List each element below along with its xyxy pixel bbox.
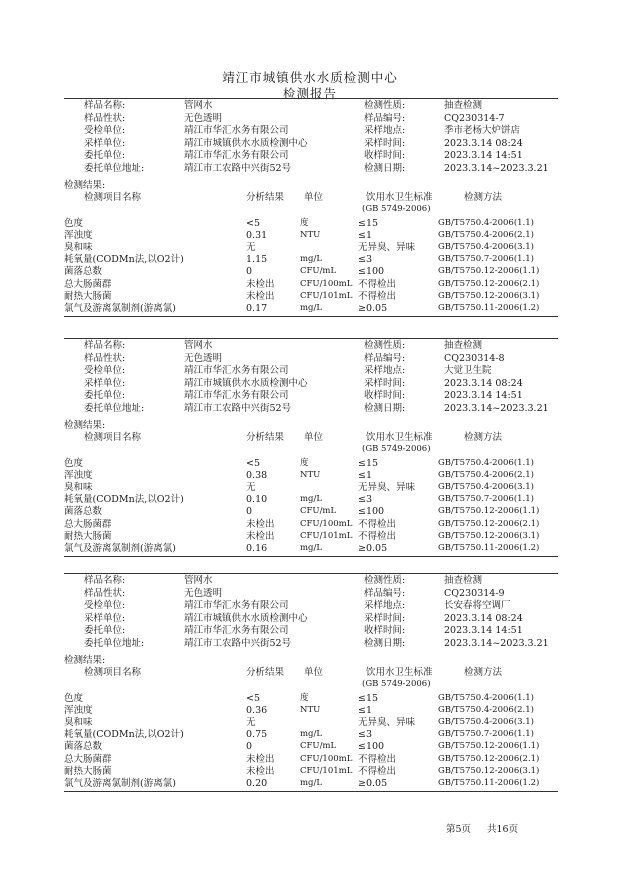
result-unit: mg/L	[300, 302, 323, 313]
info-label: 采样地点:	[364, 365, 406, 376]
result-method: GB/T5750.12-2006(3.1)	[438, 530, 540, 541]
page-total: 共16页	[487, 824, 519, 835]
col-method-header: 检测方法	[464, 432, 503, 443]
result-std: 不得检出	[358, 530, 397, 542]
result-unit: CFU/mL	[300, 741, 337, 752]
info-label: 委托单位:	[84, 390, 126, 401]
result-method: GB/T5750.4-2006(2.1)	[438, 230, 534, 241]
info-label: 采样时间:	[364, 612, 406, 624]
result-unit: 度	[300, 458, 309, 468]
result-value: 0.36	[246, 705, 268, 717]
report-title: 靖江市城镇供水水质检测中心	[222, 70, 398, 85]
info-value: 长安春将空调厂	[444, 600, 511, 611]
col-std-header: 饮用水卫生标准	[366, 192, 433, 203]
info-label: 样品编号:	[364, 587, 406, 599]
info-label: 样品名称:	[84, 340, 126, 351]
result-value: 未检出	[246, 765, 275, 777]
result-item: 耐热大肠菌	[64, 290, 112, 302]
result-item: 浑浊度	[64, 705, 93, 717]
info-value: 无色透明	[184, 587, 223, 599]
result-std: ≤3	[358, 494, 373, 506]
col-result-header: 分析结果	[246, 192, 285, 203]
result-method: GB/T5750.12-2006(2.1)	[438, 753, 540, 764]
result-std: 不得检出	[358, 518, 397, 530]
result-method: GB/T5750.7-2006(1.1)	[438, 254, 534, 265]
result-item: 菌落总数	[64, 266, 103, 278]
info-label: 采样时间:	[364, 137, 406, 149]
result-value: 0	[246, 506, 253, 518]
result-std: 不得检出	[358, 290, 397, 302]
result-std: ≥0.05	[358, 302, 388, 314]
info-value: 2023.3.14~2023.3.21	[444, 402, 549, 414]
info-value: 靖江市华汇水务有限公司	[184, 125, 289, 136]
result-unit: CFU/mL	[300, 506, 337, 517]
result-value: 未检出	[246, 290, 275, 302]
info-label: 样品性状:	[84, 112, 126, 124]
info-label: 收样时间:	[364, 625, 406, 636]
result-method: GB/T5750.11-2006(1.2)	[438, 777, 540, 788]
info-label: 采样地点:	[364, 125, 406, 136]
info-value: 抽查检测	[444, 340, 483, 351]
result-unit: CFU/101mL	[300, 530, 353, 541]
result-unit: 度	[300, 693, 309, 703]
result-value: 0.16	[246, 542, 268, 554]
info-value: 无色透明	[184, 112, 223, 124]
info-value: 2023.3.14~2023.3.21	[444, 637, 549, 649]
result-item: 臭和味	[64, 242, 93, 254]
info-label: 受检单位:	[84, 600, 126, 611]
section-top-rule	[64, 573, 558, 574]
result-method: GB/T5750.4-2006(2.1)	[438, 705, 534, 716]
result-std: 不得检出	[358, 753, 397, 765]
result-std: ≤15	[358, 693, 379, 704]
result-method: GB/T5750.12-2006(3.1)	[438, 765, 540, 776]
result-value: <5	[246, 218, 261, 229]
info-label: 样品编号:	[364, 352, 406, 364]
section-top-rule	[64, 98, 558, 99]
info-label: 采样单位:	[84, 137, 126, 149]
info-label: 检测性质:	[364, 340, 406, 351]
result-method: GB/T5750.4-2006(2.1)	[438, 470, 534, 481]
result-value: <5	[246, 693, 261, 704]
result-method: GB/T5750.12-2006(1.1)	[438, 741, 540, 752]
info-label: 委托单位:	[84, 150, 126, 161]
col-unit-header: 单位	[304, 432, 324, 443]
result-std: ≤15	[358, 218, 379, 229]
result-std: 无异臭、异味	[358, 482, 416, 494]
report-subtitle: 检测报告	[282, 86, 337, 101]
info-label: 采样单位:	[84, 612, 126, 624]
result-item: 浑浊度	[64, 230, 93, 242]
result-item: 氯气及游离氯制剂(游离氯)	[64, 542, 176, 554]
result-method: GB/T5750.12-2006(1.1)	[438, 506, 540, 517]
result-item: 臭和味	[64, 482, 93, 494]
result-value: 无	[246, 717, 256, 729]
info-value: 2023.3.14 08:24	[444, 612, 523, 624]
info-value: 2023.3.14 08:24	[444, 377, 523, 389]
result-item: 总大肠菌群	[64, 278, 112, 290]
results-heading: 检测结果:	[64, 420, 106, 431]
result-std: 不得检出	[358, 765, 397, 777]
info-value: 抽查检测	[444, 575, 483, 586]
info-label: 检测日期:	[364, 402, 406, 414]
result-std: ≤1	[358, 470, 373, 482]
result-item: 臭和味	[64, 717, 93, 729]
result-value: 1.15	[246, 254, 268, 266]
result-std: 不得检出	[358, 278, 397, 290]
info-label: 检测性质:	[364, 100, 406, 111]
result-method: GB/T5750.4-2006(3.1)	[438, 242, 534, 253]
info-label: 委托单位地址:	[84, 162, 145, 174]
result-method: GB/T5750.12-2006(1.1)	[438, 266, 540, 277]
result-std: ≤100	[358, 506, 385, 518]
result-method: GB/T5750.7-2006(1.1)	[438, 494, 534, 505]
info-value: 靖江市华汇水务有限公司	[184, 625, 289, 636]
info-value: 抽查检测	[444, 100, 483, 111]
result-std: ≤15	[358, 458, 379, 469]
result-item: 菌落总数	[64, 741, 103, 753]
result-method: GB/T5750.11-2006(1.2)	[438, 542, 540, 553]
result-std: ≤3	[358, 729, 373, 741]
result-item: 色度	[64, 218, 84, 229]
result-unit: mg/L	[300, 777, 323, 788]
info-value: 2023.3.14 14:51	[444, 150, 523, 161]
result-item: 氯气及游离氯制剂(游离氯)	[64, 777, 176, 789]
info-label: 样品编号:	[364, 112, 406, 124]
info-value: 靖江市华汇水务有限公司	[184, 390, 289, 401]
info-label: 采样时间:	[364, 377, 406, 389]
info-label: 采样地点:	[364, 600, 406, 611]
result-method: GB/T5750.4-2006(3.1)	[438, 482, 534, 493]
info-value: 大觉卫生院	[444, 365, 492, 376]
info-value: 靖江市城镇供水水质检测中心	[184, 377, 308, 389]
result-std: ≤3	[358, 254, 373, 266]
info-label: 收样时间:	[364, 150, 406, 161]
info-value: 靖江市城镇供水水质检测中心	[184, 612, 308, 624]
info-value: CQ230314-9	[444, 587, 505, 599]
result-value: 0.31	[246, 230, 268, 242]
col-result-header: 分析结果	[246, 667, 285, 678]
result-value: 0.10	[246, 494, 268, 506]
info-value: 靖江市工农路中兴街52号	[184, 402, 292, 414]
info-label: 样品性状:	[84, 587, 126, 599]
result-method: GB/T5750.12-2006(3.1)	[438, 290, 540, 301]
result-value: 未检出	[246, 530, 275, 542]
info-value: 2023.3.14 14:51	[444, 390, 523, 401]
result-unit: NTU	[300, 470, 321, 481]
info-value: CQ230314-7	[444, 112, 505, 124]
col-item-header: 检测项目名称	[84, 432, 142, 443]
result-std: ≥0.05	[358, 542, 388, 554]
result-std: ≥0.05	[358, 777, 388, 789]
section-bottom-rule	[64, 791, 558, 792]
info-label: 检测日期:	[364, 162, 406, 174]
result-method: GB/T5750.4-2006(1.1)	[438, 693, 534, 703]
info-value: 管网水	[184, 575, 213, 586]
results-heading: 检测结果:	[64, 655, 106, 666]
info-label: 委托单位地址:	[84, 637, 145, 649]
result-unit: NTU	[300, 230, 321, 241]
result-item: 耗氧量(CODMn法,以O2计)	[64, 729, 184, 741]
result-value: 未检出	[246, 753, 275, 765]
results-heading: 检测结果:	[64, 180, 106, 191]
info-label: 采样单位:	[84, 377, 126, 389]
result-unit: CFU/100mL	[300, 518, 353, 529]
result-value: 0.75	[246, 729, 268, 741]
col-result-header: 分析结果	[246, 432, 285, 443]
result-value: <5	[246, 458, 261, 469]
result-value: 无	[246, 242, 256, 254]
section-bottom-rule	[64, 316, 558, 317]
info-value: 无色透明	[184, 352, 223, 364]
result-value: 0	[246, 741, 253, 753]
result-std: ≤1	[358, 705, 373, 717]
col-std-sub: (GB 5749-2006)	[362, 444, 431, 454]
result-item: 色度	[64, 693, 84, 704]
col-std-sub: (GB 5749-2006)	[362, 679, 431, 689]
result-item: 耐热大肠菌	[64, 530, 112, 542]
result-item: 浑浊度	[64, 470, 93, 482]
result-method: GB/T5750.11-2006(1.2)	[438, 302, 540, 313]
col-unit-header: 单位	[304, 192, 324, 203]
result-std: 无异臭、异味	[358, 242, 416, 254]
info-value: 2023.3.14~2023.3.21	[444, 162, 549, 174]
result-method: GB/T5750.4-2006(1.1)	[438, 458, 534, 468]
info-value: 2023.3.14 08:24	[444, 137, 523, 149]
info-label: 样品名称:	[84, 575, 126, 586]
result-std: ≤100	[358, 741, 385, 753]
info-label: 收样时间:	[364, 390, 406, 401]
info-value: 靖江市华汇水务有限公司	[184, 365, 289, 376]
result-value: 0.20	[246, 777, 268, 789]
result-method: GB/T5750.4-2006(3.1)	[438, 717, 534, 728]
result-unit: CFU/100mL	[300, 278, 353, 289]
result-item: 耗氧量(CODMn法,以O2计)	[64, 254, 184, 266]
info-value: 靖江市工农路中兴街52号	[184, 637, 292, 649]
info-label: 受检单位:	[84, 125, 126, 136]
result-std: ≤100	[358, 266, 385, 278]
result-item: 耗氧量(CODMn法,以O2计)	[64, 494, 184, 506]
col-method-header: 检测方法	[464, 192, 503, 203]
info-value: 靖江市华汇水务有限公司	[184, 600, 289, 611]
col-unit-header: 单位	[304, 667, 324, 678]
info-value: 2023.3.14 14:51	[444, 625, 523, 636]
result-unit: CFU/100mL	[300, 753, 353, 764]
result-unit: mg/L	[300, 542, 323, 553]
result-item: 菌落总数	[64, 506, 103, 518]
col-item-header: 检测项目名称	[84, 192, 142, 203]
result-unit: mg/L	[300, 254, 323, 265]
result-unit: mg/L	[300, 494, 323, 505]
info-value: 靖江市华汇水务有限公司	[184, 150, 289, 161]
info-label: 样品性状:	[84, 352, 126, 364]
result-method: GB/T5750.12-2006(2.1)	[438, 518, 540, 529]
info-value: 靖江市工农路中兴街52号	[184, 162, 292, 174]
col-std-header: 饮用水卫生标准	[366, 667, 433, 678]
info-label: 受检单位:	[84, 365, 126, 376]
result-value: 0	[246, 266, 253, 278]
result-item: 色度	[64, 458, 84, 469]
section-bottom-rule	[64, 556, 558, 557]
result-unit: CFU/mL	[300, 266, 337, 277]
col-method-header: 检测方法	[464, 667, 503, 678]
col-std-header: 饮用水卫生标准	[366, 432, 433, 443]
result-value: 未检出	[246, 518, 275, 530]
result-value: 未检出	[246, 278, 275, 290]
result-method: GB/T5750.7-2006(1.1)	[438, 729, 534, 740]
result-std: 无异臭、异味	[358, 717, 416, 729]
result-value: 0.17	[246, 302, 268, 314]
result-unit: CFU/101mL	[300, 765, 353, 776]
col-std-sub: (GB 5749-2006)	[362, 204, 431, 214]
info-value: 季市老杨大炉饼店	[444, 125, 521, 136]
result-method: GB/T5750.4-2006(1.1)	[438, 218, 534, 228]
section-top-rule	[64, 338, 558, 339]
result-std: ≤1	[358, 230, 373, 242]
result-value: 0.38	[246, 470, 268, 482]
info-label: 委托单位地址:	[84, 402, 145, 414]
result-item: 耐热大肠菌	[64, 765, 112, 777]
result-value: 无	[246, 482, 256, 494]
result-unit: 度	[300, 218, 309, 228]
result-unit: CFU/101mL	[300, 290, 353, 301]
info-value: 管网水	[184, 100, 213, 111]
col-item-header: 检测项目名称	[84, 667, 142, 678]
result-item: 总大肠菌群	[64, 518, 112, 530]
result-unit: mg/L	[300, 729, 323, 740]
info-value: CQ230314-8	[444, 352, 505, 364]
info-value: 靖江市城镇供水水质检测中心	[184, 137, 308, 149]
result-method: GB/T5750.12-2006(2.1)	[438, 278, 540, 289]
result-unit: NTU	[300, 705, 321, 716]
page-number: 第5页	[446, 824, 472, 835]
info-value: 管网水	[184, 340, 213, 351]
result-item: 氯气及游离氯制剂(游离氯)	[64, 302, 176, 314]
info-label: 样品名称:	[84, 100, 126, 111]
info-label: 委托单位:	[84, 625, 126, 636]
result-item: 总大肠菌群	[64, 753, 112, 765]
info-label: 检测日期:	[364, 637, 406, 649]
info-label: 检测性质:	[364, 575, 406, 586]
